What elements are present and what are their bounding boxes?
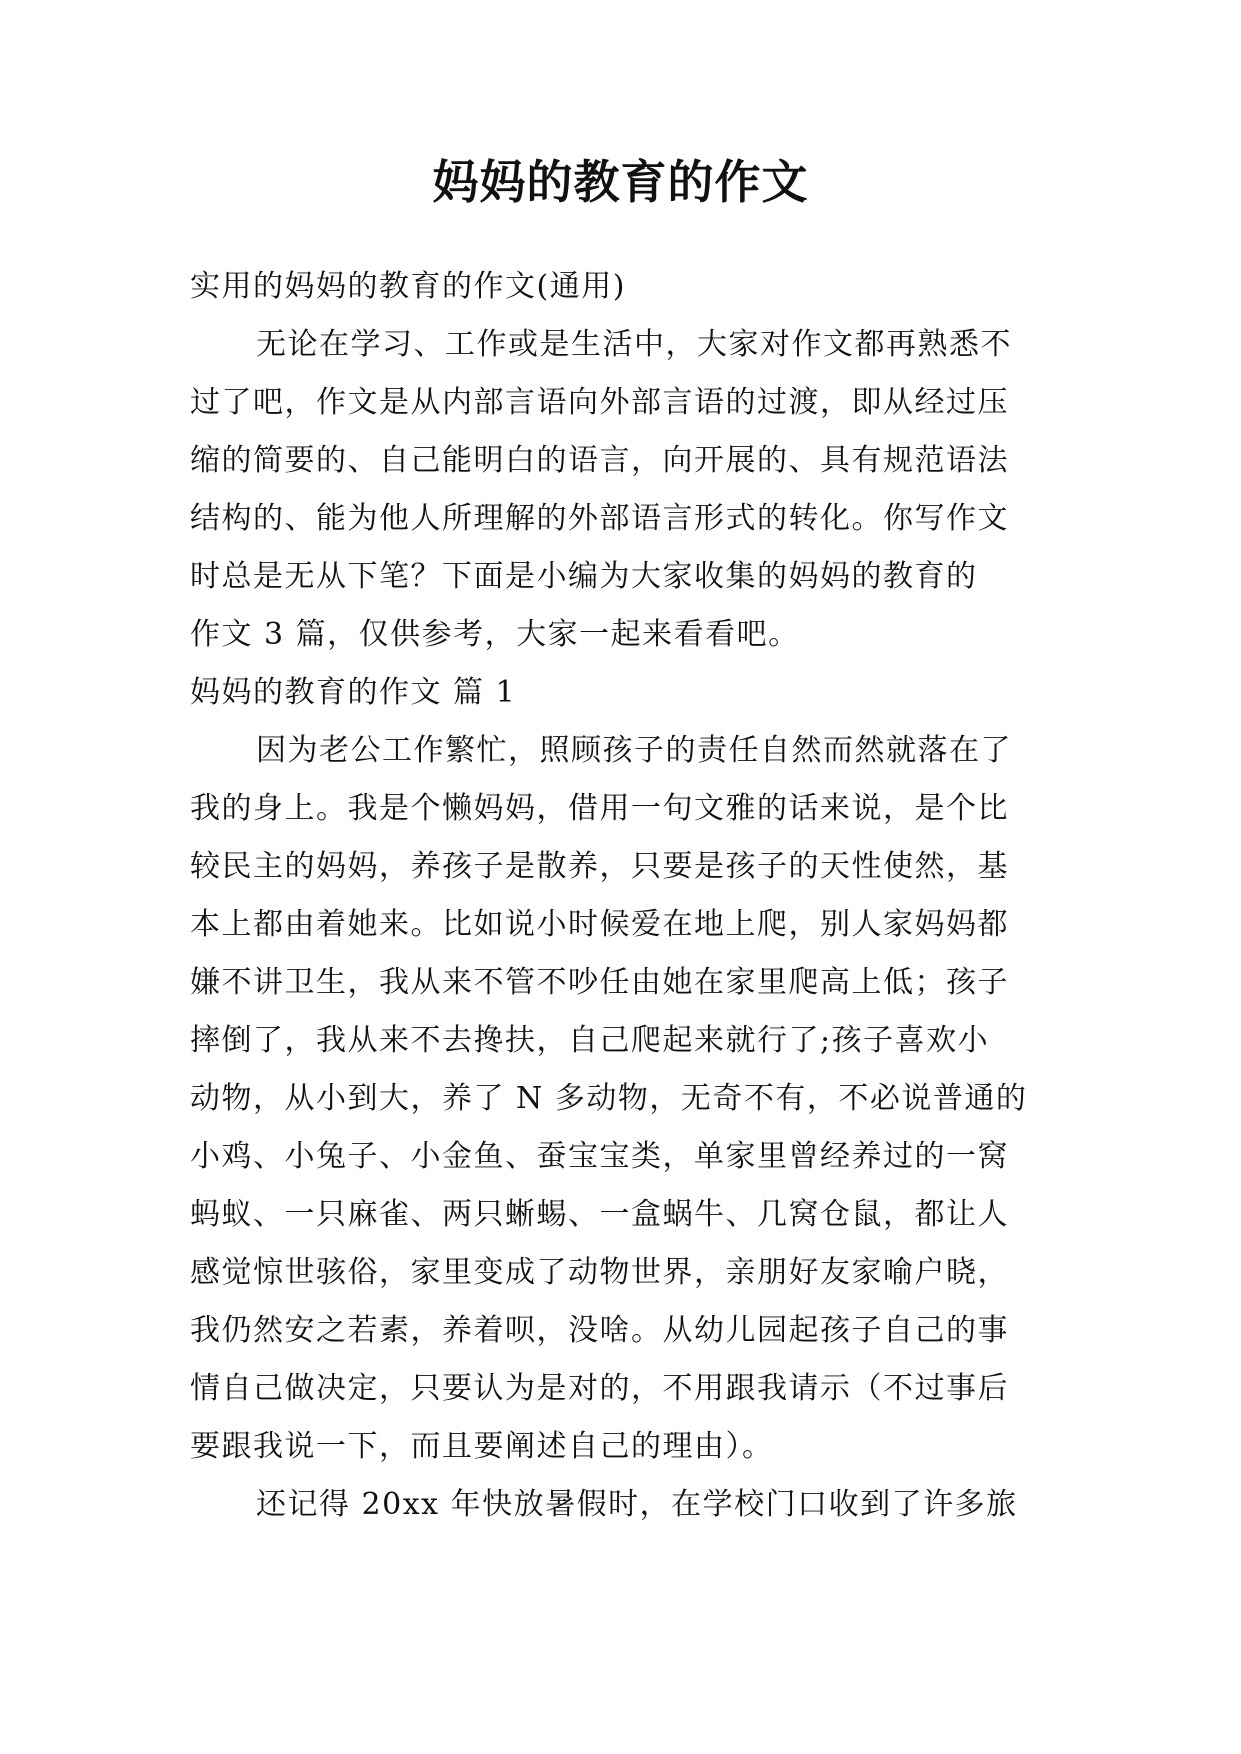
text-line: 要跟我说一下，而且要阐述自己的理由）。 [190,1429,774,1464]
text-line: 摔倒了，我从来不去搀扶，自己爬起来就行了;孩子喜欢小 [190,1023,990,1058]
text-line: 动物，从小到大，养了 N 多动物，无奇不有，不必说普通的 [190,1081,1028,1116]
text-line: 较民主的妈妈，养孩子是散养，只要是孩子的天性使然，基 [190,849,1009,884]
text-line: 蚂蚁、一只麻雀、两只蜥蜴、一盒蜗牛、几窝仓鼠，都让人 [190,1197,1009,1232]
document-title: 妈妈的教育的作文 [432,155,809,209]
text-line: 嫌不讲卫生，我从来不管不吵任由她在家里爬高上低；孩子 [190,965,1009,1000]
text-line: 时总是无从下笔？下面是小编为大家收集的妈妈的教育的 [190,559,978,594]
text-line: 本上都由着她来。比如说小时候爱在地上爬，别人家妈妈都 [190,907,1009,942]
section-heading: 妈妈的教育的作文 篇 1 [190,675,517,710]
text-line: 结构的、能为他人所理解的外部语言形式的转化。你写作文 [190,501,1009,536]
text-line: 无论在学习、工作或是生活中，大家对作文都再熟悉不 [256,327,1012,362]
document-subtitle: 实用的妈妈的教育的作文(通用) [190,269,626,304]
document-body [190,258,1050,1534]
text-line: 我的身上。我是个懒妈妈，借用一句文雅的话来说，是个比 [190,791,1009,826]
text-line: 缩的简要的、自己能明白的语言，向开展的、具有规范语法 [190,443,1009,478]
text-line: 因为老公工作繁忙，照顾孩子的责任自然而然就落在了 [256,733,1012,768]
section1-paragraph-2 [190,1476,1050,1534]
text-line: 还记得 20xx 年快放暑假时，在学校门口收到了许多旅 [256,1487,1018,1522]
text-line: 小鸡、小兔子、小金鱼、蚕宝宝类，单家里曾经养过的一窝 [190,1139,1009,1174]
text-line: 过了吧，作文是从内部言语向外部言语的过渡，即从经过压 [190,385,1009,420]
text-line: 作文 3 篇，仅供参考，大家一起来看看吧。 [190,617,800,652]
text-line: 感觉惊世骇俗，家里变成了动物世界，亲朋好友家喻户晓， [190,1255,1009,1290]
intro-paragraph [190,316,1050,664]
text-line: 我仍然安之若素，养着呗，没啥。从幼儿园起孩子自己的事 [190,1313,1009,1348]
text-line: 情自己做决定，只要认为是对的，不用跟我请示（不过事后 [190,1371,1009,1406]
section1-paragraph-1 [190,722,1050,1476]
